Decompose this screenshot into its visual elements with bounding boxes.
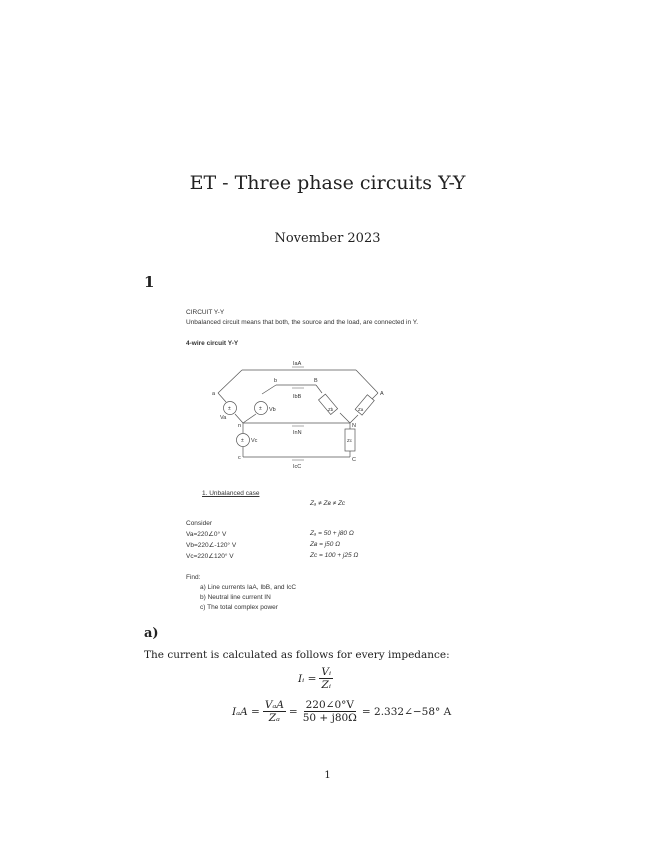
eq2-numerator-2: 220∠0°V (305, 699, 354, 711)
case-label: 1. Unbalanced case (202, 490, 260, 497)
node-C-label: C (352, 457, 356, 463)
circuit-diagram (198, 355, 398, 473)
svg-text:±: ± (241, 438, 244, 444)
problem-heading: CIRCUIT Y-Y (186, 309, 225, 316)
eq1-numerator: Vᵢ (321, 666, 332, 678)
eq2-equals: = (288, 705, 298, 718)
problem-description: Unbalanced circuit means that both, the source and the load, are connected in Y. (186, 319, 419, 326)
page-date: November 2023 (274, 231, 381, 246)
section-number: 1 (144, 273, 155, 291)
load-c-label: Zc (347, 438, 352, 443)
node-c-label: c (238, 455, 241, 461)
node-N-label: N (352, 423, 356, 429)
source-va: Va=220∠0° V (186, 531, 227, 538)
node-B-label: B (314, 378, 318, 384)
current-bB-label: IbB (293, 394, 302, 400)
eq2-lhs: IₐA = (232, 705, 260, 718)
current-cC-label: IcC (293, 464, 302, 470)
source-vb: Vb=220∠-120° V (186, 542, 237, 549)
eq1-lhs: Iᵢ = (298, 672, 317, 685)
node-A-label: A (380, 391, 384, 397)
source-c-label: Vc (251, 438, 258, 444)
source-a-label: Va (220, 415, 227, 421)
eq1-denominator: Zᵢ (321, 679, 331, 692)
svg-text:±: ± (228, 406, 231, 412)
equation-1 (298, 666, 336, 691)
find-item-a: a) Line currents IaA, IbB, and IcC (200, 584, 297, 591)
consider-label: Consider (186, 520, 213, 527)
current-aA-label: IaA (293, 361, 302, 367)
page-title: ET - Three phase circuits Y-Y (189, 172, 466, 194)
load-a-resistor (355, 395, 374, 415)
node-a-label: a (212, 391, 216, 397)
source-b-label: Vb (269, 407, 276, 413)
find-label: Find: (186, 574, 201, 581)
impedance-zc: Zᴄ = 100 + j25 Ω (310, 552, 359, 559)
eq2-numerator-1: VₐA (264, 699, 284, 711)
page-number: 1 (324, 770, 331, 781)
find-item-b: b) Neutral line current IN (200, 594, 271, 601)
eq2-denominator-1: Zₐ (268, 712, 280, 725)
equation-2 (232, 699, 451, 724)
impedance-za: Zₐ = 50 + j80 Ω (310, 530, 354, 537)
part-a-label: a) (144, 626, 159, 641)
eq2-result: = 2.332∠−58° A (361, 705, 452, 718)
impedance-zb: Zʙ = j50 Ω (310, 541, 341, 548)
eq2-fraction-1 (263, 699, 286, 724)
load-b-label: Zb (328, 407, 334, 412)
problem-subheading: 4-wire circuit Y-Y (186, 340, 239, 347)
eq2-denominator-2: 50 + j80Ω (302, 712, 357, 725)
load-a-label: Za (358, 407, 364, 412)
svg-text:±: ± (259, 406, 262, 412)
current-nN-label: InN (293, 430, 302, 436)
case-equation: Zₐ ≠ Zʙ ≠ Zᴄ (310, 500, 346, 507)
source-vc: Vc=220∠120° V (186, 553, 234, 560)
find-item-c: c) The total complex power (200, 604, 278, 611)
part-a-text: The current is calculated as follows for every impedance: (144, 649, 450, 661)
node-b-label: b (274, 378, 278, 384)
node-n-label: n (238, 423, 242, 429)
eq2-fraction-2 (301, 699, 359, 724)
eq1-fraction (319, 666, 333, 691)
